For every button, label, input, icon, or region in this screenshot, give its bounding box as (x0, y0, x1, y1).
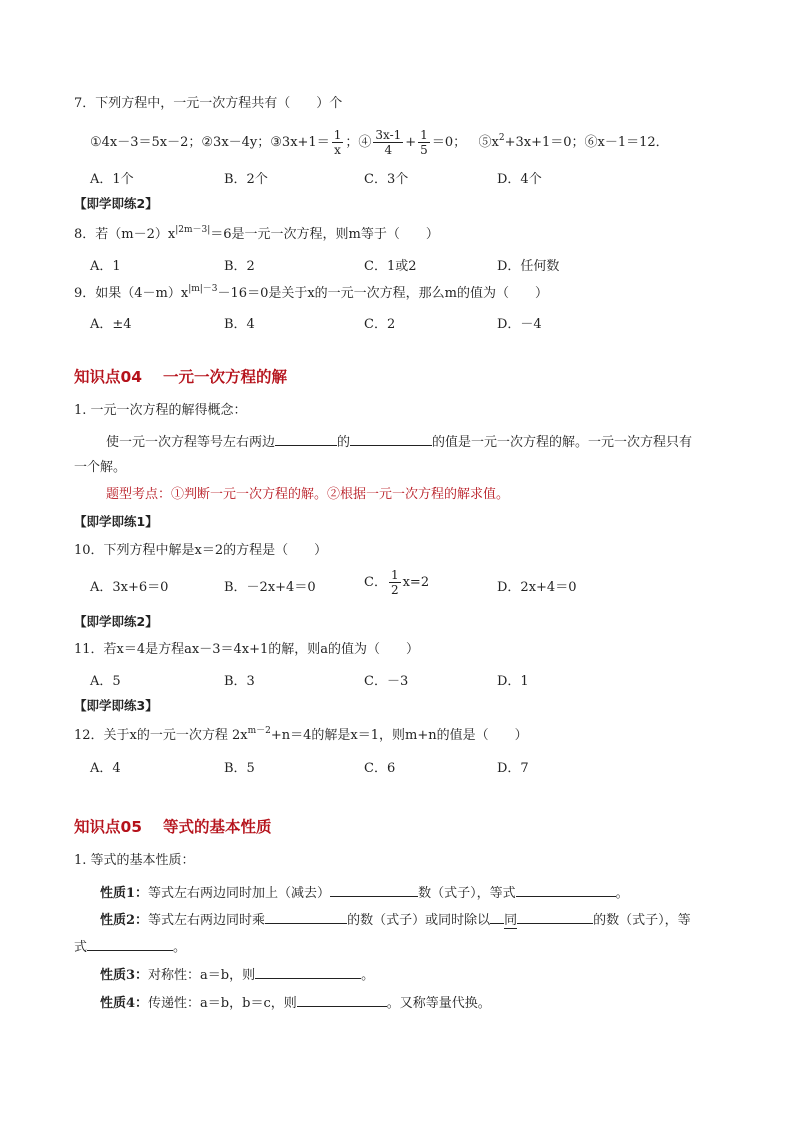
practice-tag-3: 【即学即练3】 (74, 698, 158, 713)
q11-option-b: B．3 (224, 674, 255, 689)
question-11-stem: 11．若x＝4是方程ax－3＝4x+1的解，则a的值为（ ） (74, 642, 420, 657)
fill-blank[interactable] (87, 936, 173, 951)
q7-option-d: D．4个 (497, 172, 542, 187)
fill-blank[interactable] (255, 964, 361, 979)
practice-tag-2: 【即学即练2】 (74, 196, 158, 211)
practice-tag-2: 【即学即练2】 (74, 614, 158, 629)
question-12-stem: 12．关于x的一元一次方程 $2x^{m-2}+n=4$的解是x＝1，则m+n的值是（ ） (74, 726, 528, 743)
section-04-body-cont: 一个解。 (74, 460, 127, 475)
q9-option-a: A．±4 (90, 317, 132, 332)
question-9-stem: 9．如果$(4-m)x^{|m|-3}-16=0$是关于x的一元一次方程，那么m的值为（ ） (74, 284, 549, 301)
question-7-equations (90, 128, 669, 157)
fill-blank[interactable] (265, 909, 347, 924)
section-04-title: 知识点04 一元一次方程的解 (74, 368, 287, 386)
section-05-title: 知识点05 等式的基本性质 (74, 818, 272, 836)
question-8-stem: 8．若$(m-2)x^{|2m-3|}=6$是一元一次方程，则m等于（ ） (74, 225, 439, 242)
equation-6: ⑥x－1＝12． (584, 135, 669, 150)
equation-5: $⑤x^2+3x+1=0$； (478, 133, 585, 150)
fill-blank[interactable] (350, 431, 432, 446)
practice-tag-1: 【即学即练1】 (74, 514, 158, 529)
section-04-item-1: 1. 一元一次方程的解得概念： (74, 403, 247, 418)
equation-4: ④ $\frac{3x-1}{4}$ + $\frac{1}{5}$ ＝0； (358, 128, 467, 157)
q12-option-c: C．6 (364, 761, 396, 776)
q7-option-c: C．3个 (364, 172, 409, 187)
q7-option-a: A．1个 (90, 172, 134, 187)
property-4: 性质4：传递性：a＝b，b＝c，则 。又称等量代换。 (100, 992, 491, 1013)
q7-option-b: B．2个 (224, 172, 268, 187)
q12-option-b: B．5 (224, 761, 255, 776)
q9-option-b: B．4 (224, 317, 255, 332)
property-1: 性质1：等式左右两边同时加上（减去） 数（式子），等式 。 (100, 882, 629, 903)
q12-option-d: D．7 (497, 761, 529, 776)
question-7-stem: 7．下列方程中，一元一次方程共有（ ）个 (74, 96, 343, 111)
fill-blank[interactable] (517, 909, 593, 924)
property-2-cont: 式 。 (74, 936, 186, 957)
q11-option-a: A．5 (90, 674, 121, 689)
equation-2: ②3x－4y； (201, 135, 271, 150)
q10-option-a: A．3x+6＝0 (90, 580, 169, 595)
q9-option-c: C．2 (364, 317, 396, 332)
q12-option-a: A．4 (90, 761, 121, 776)
q8-option-b: B．2 (224, 259, 255, 274)
q11-option-d: D．1 (497, 674, 529, 689)
q10-option-c: C． $\frac{1}{2}$ x=2 (364, 568, 430, 597)
section-05-item-1: 1. 等式的基本性质： (74, 853, 195, 868)
equation-1: ①4x－3＝5x－2； (90, 135, 202, 150)
fill-blank[interactable] (297, 992, 387, 1007)
q8-option-d: D．任何数 (497, 259, 560, 274)
q10-option-b: B．－2x+4＝0 (224, 580, 316, 595)
q8-option-c: C．1或2 (364, 259, 417, 274)
fill-blank[interactable] (490, 909, 504, 924)
q8-option-a: A．1 (90, 259, 121, 274)
property-3: 性质3：对称性：a＝b，则 。 (100, 964, 374, 985)
fill-blank[interactable] (516, 882, 616, 897)
question-10-stem: 10．下列方程中解是x＝2的方程是（ ） (74, 543, 328, 558)
q10-option-d: D．2x+4＝0 (497, 580, 577, 595)
q11-option-c: C．－3 (364, 674, 409, 689)
property-2: 性质2：等式左右两边同时乘 的数（式子）或同时除以 同 的数（式子），等 (100, 909, 691, 930)
fill-blank[interactable] (330, 882, 418, 897)
section-04-body: 使一元一次方程等号左右两边 的 的值是一元一次方程的解。一元一次方程只有 (106, 431, 692, 452)
equation-3: ③3x+1＝ $\frac{1}{x}$ ； (270, 128, 359, 157)
fill-blank[interactable] (275, 431, 337, 446)
q9-option-d: D．－4 (497, 317, 542, 332)
section-04-note: 题型考点：①判断一元一次方程的解。②根据一元一次方程的解求值。 (106, 487, 510, 502)
